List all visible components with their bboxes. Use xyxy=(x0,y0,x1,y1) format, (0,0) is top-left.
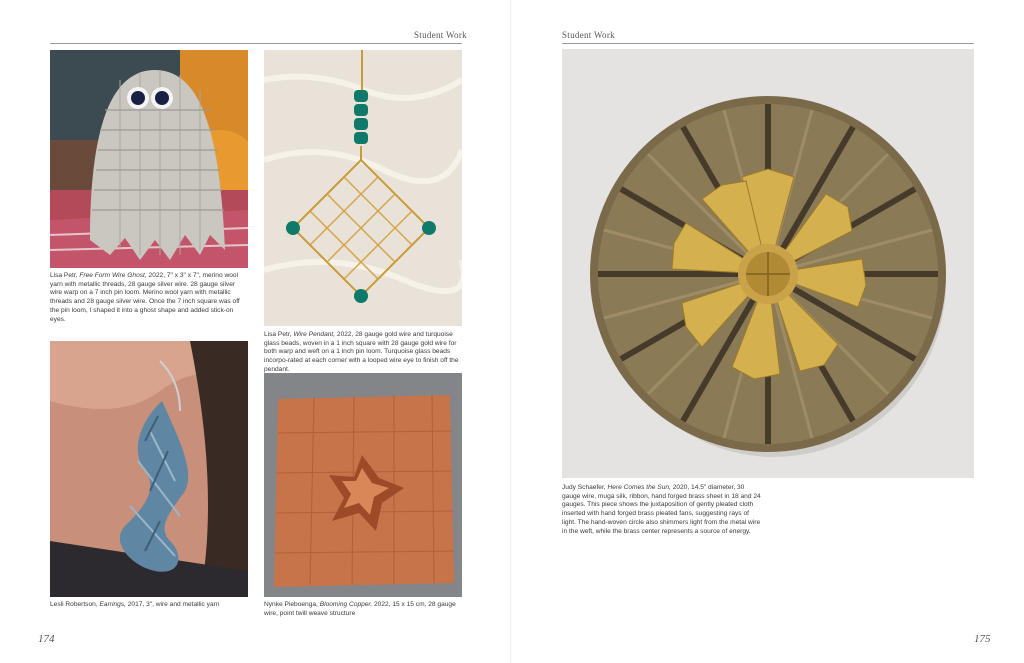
photo-wire-ghost xyxy=(50,50,248,268)
folio-right: 175 xyxy=(974,633,991,645)
running-head-right: Student Work xyxy=(562,30,615,40)
photo-here-comes-the-sun xyxy=(562,49,974,478)
folio-left: 174 xyxy=(38,633,55,645)
running-head-left: Student Work xyxy=(414,30,467,40)
caption-wire-pendant: Lisa Petr, Wire Pendant, 2022, 28 gauge gold wire and turquoise glass beads, woven in a 1 inch square with 28 gauge gold wire for both warp and weft on a 1 inch pin loom. Turquoise glass beads incorpo-rated at each corner with a looped wire eye to finish off the pendant. xyxy=(264,331,459,373)
header-rule-left xyxy=(50,43,462,44)
header-rule-right xyxy=(562,43,974,44)
caption-earrings: Lesli Robertson, Earrings, 2017, 3", wire and metallic yarn xyxy=(50,601,220,608)
right-page xyxy=(512,0,1024,663)
caption-here-comes-the-sun: Judy Schaefer, Here Comes the Sun, 2020, 14.5" diameter, 30 gauge wire, muga silk, ribbon, hand forged brass sheet in 18 and 24 gauges. This piece shows the juxtaposition of gently pleated cloth inserted with hand forged brass pleated fans, suggesting rays of light. The hand-woven circle also shimmers light from the metal wire in the weft, while the brass center represents a source of energy. xyxy=(562,484,761,535)
photo-blooming-copper xyxy=(264,373,462,597)
caption-wire-ghost: Lisa Petr, Free Form Wire Ghost, 2022, 7" x 3" x 7", merino wool yarn with metallic threads, 28 gauge silver wire. 28 gauge silver wire warp on a 7 inch pin loom. Merino wool yarn with metallic threads and 28 gauge silver wire. Once the 7 inch square was off the pin loom, I shaped it into a ghost shape and added stick-on eyes. xyxy=(50,272,240,323)
photo-wire-pendant xyxy=(264,50,462,326)
photo-earrings xyxy=(50,341,248,597)
caption-blooming-copper: Nynke Pieboenga, Blooming Copper, 2022, 15 x 15 cm, 28 gauge wire, point twill weave structure xyxy=(264,601,456,617)
